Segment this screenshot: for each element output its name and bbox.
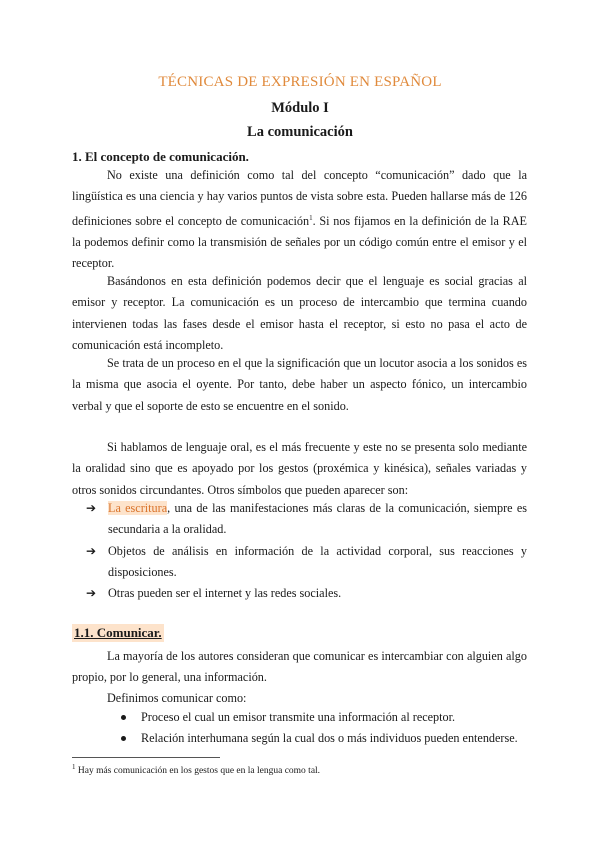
- list-item-text: , una de las manifestaciones más claras de la comunicación, siempre es secundaria a la oralidad.: [108, 501, 527, 537]
- module-heading: Módulo I: [271, 100, 329, 116]
- paragraph-3: Se trata de un proceso en el que la significación que un locutor asocia a los sonidos es la misma que asocia el oyente. Por tanto, debe haber un aspecto fónico, un intercambio verbal y que el soporte de esto se encuentre en el sonido.: [72, 356, 527, 413]
- highlighted-term: La escritura: [108, 501, 168, 515]
- paragraph-1-text-cont: . Si nos fijamos en la definición de la RAE la podemos definir como la transmisión de señales por un código común entre el emisor y el receptor.: [72, 213, 527, 271]
- paragraph-1-text: No existe una definición como tal del concepto “comunicación” dado que la lingüística es una ciencia y hay varios puntos de vista sobre esta. Pueden hallarse más de 126 definiciones sobre el concepto de comunicación: [72, 168, 527, 228]
- footnote: [72, 763, 532, 776]
- paragraph-4: Si hablamos de lenguaje oral, es el más frecuente y este no se presenta solo mediante la oralidad sino que es apoyado por los gestos (proxémica y kinésica), señales variadas y otros sonidos circundantes. Otros símbolos que pueden aparecer son:: [72, 440, 527, 497]
- bullet-icon: [121, 715, 126, 720]
- paragraph-2: Basándonos en esta definición podemos decir que el lenguaje es social gracias al emisor y receptor. La comunicación es un proceso de intercambio que termina cuando intervienen todas las fases desde el emisor hasta el receptor, si esto no pasa el acto de comunicación está incompleto.: [72, 274, 527, 352]
- list-item: [107, 728, 537, 749]
- footnote-ref[interactable]: 1: [309, 213, 313, 222]
- arrow-bullet-icon: ➔: [86, 586, 97, 601]
- footnote-text: Hay más comunicación en los gestos que en la lengua como tal.: [75, 766, 321, 777]
- bullet-icon: [121, 736, 126, 741]
- list-item-text: Relación interhumana según la cual dos o más individuos pueden entenderse.: [141, 731, 518, 746]
- arrow-bullet-icon: ➔: [86, 543, 97, 558]
- list-item-text: Objetos de análisis en información de la actividad corporal, sus reacciones y disposiciones.: [108, 543, 527, 579]
- list-item-text: Otras pueden ser el internet y las redes sociales.: [108, 586, 342, 601]
- section-heading-1: 1. El concepto de comunicación.: [72, 149, 249, 164]
- arrow-bullet-icon: ➔: [86, 501, 97, 515]
- paragraph-1: [72, 165, 527, 275]
- list-item: [72, 498, 527, 541]
- chapter-title: La comunicación: [247, 124, 353, 140]
- list-item-text: Proceso el cual un emisor transmite una información al receptor.: [141, 710, 456, 724]
- list-item: [72, 541, 527, 584]
- document-title: TÉCNICAS DE EXPRESIÓN EN ESPAÑOL: [158, 74, 442, 90]
- footnote-marker: 1: [72, 763, 76, 771]
- section-heading-1-1: 1.1. Comunicar.: [74, 625, 162, 640]
- list-item: [72, 583, 527, 604]
- paragraph-5: La mayoría de los autores consideran que comunicar es intercambiar con alguien algo propio, por lo general, una información.: [72, 649, 527, 685]
- footnote-divider: [72, 757, 220, 758]
- paragraph-6: Definimos comunicar como:: [107, 691, 247, 705]
- symbols-list: [72, 498, 527, 604]
- list-item: [107, 707, 537, 728]
- definition-list: [107, 707, 537, 750]
